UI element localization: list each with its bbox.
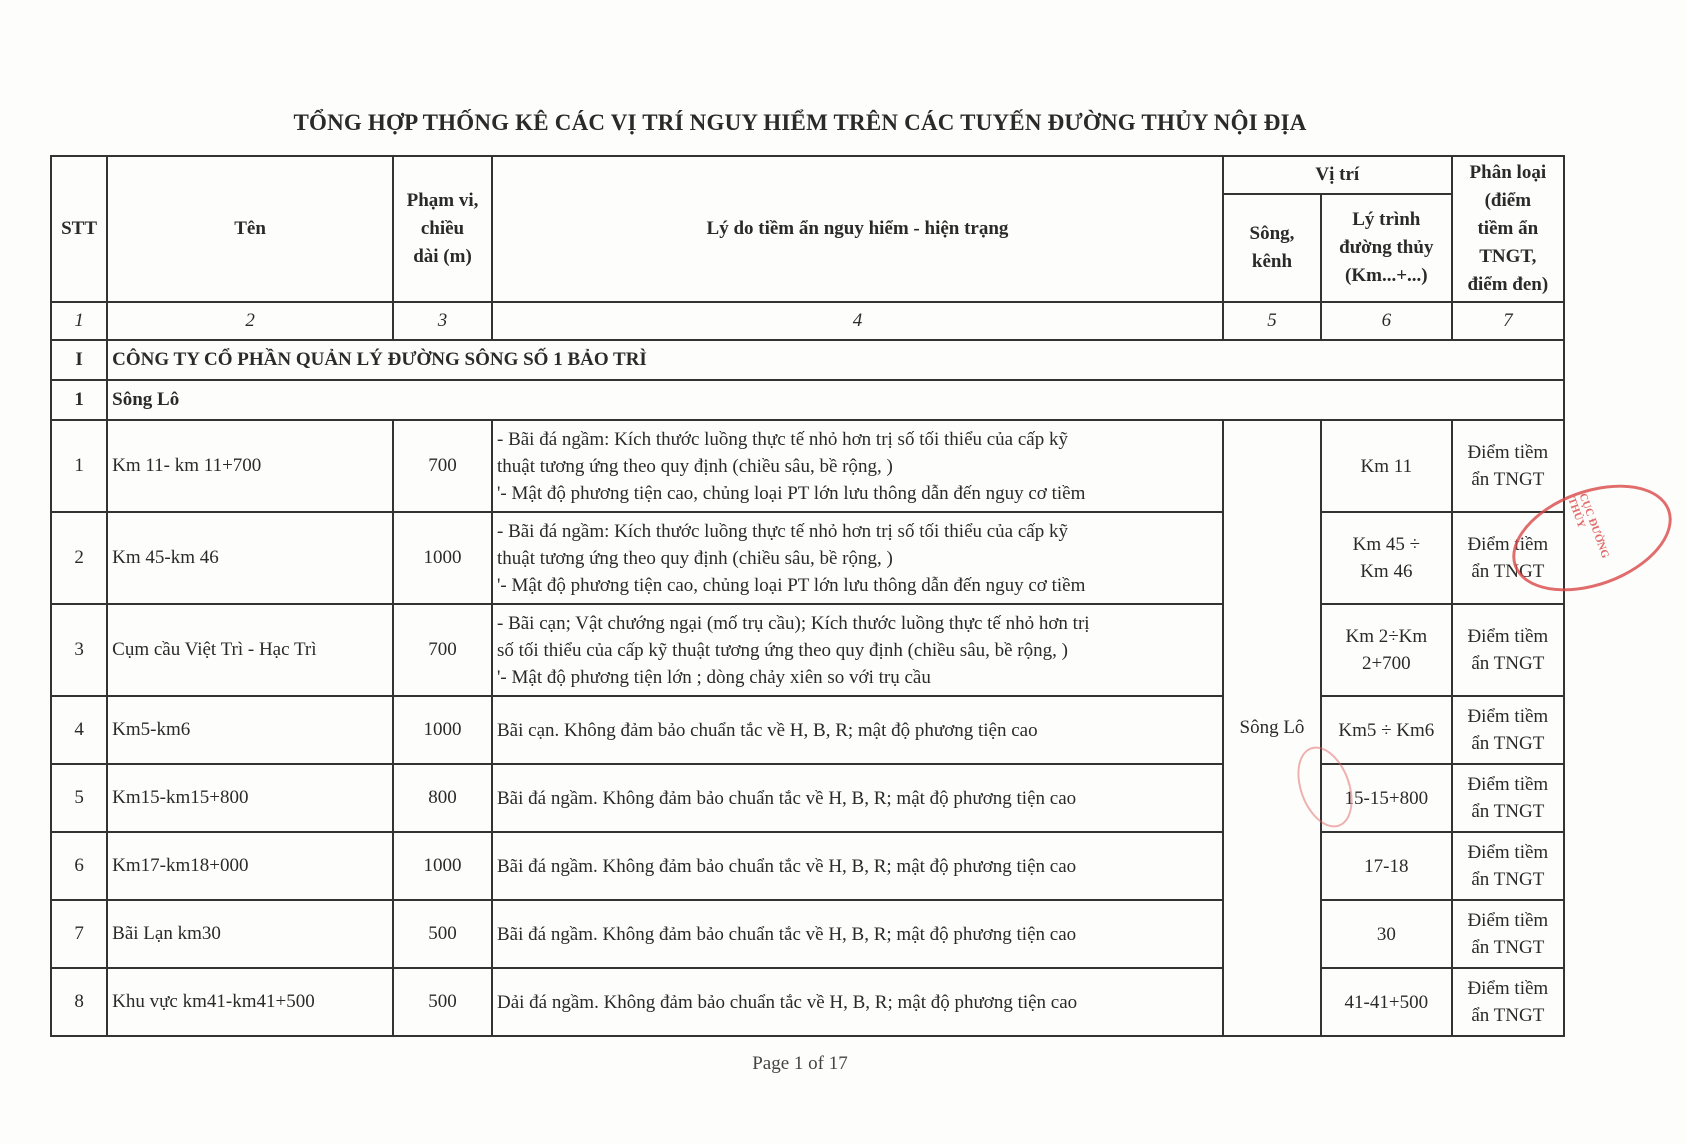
row-stt: 6 (51, 832, 107, 900)
row-name: Khu vực km41-km41+500 (107, 968, 393, 1036)
row-reason (492, 900, 1223, 968)
table-row (51, 696, 1564, 764)
reason-line: '- Mật độ phương tiện lớn ; dòng chảy xiên so với trụ cầu (497, 666, 931, 688)
table-row (51, 900, 1564, 968)
chainage-line: Km 46 (1360, 561, 1413, 582)
hazard-table (50, 155, 1565, 1037)
header-ten: Tên (107, 156, 393, 302)
subsection-number: 1 (51, 380, 107, 420)
reason-line: '- Mật độ phương tiện cao, chủng loại PT lớn lưu thông dẫn đến nguy cơ tiềm (497, 482, 1086, 504)
reason-line: số tối thiểu của cấp kỹ thuật tương ứng theo quy định (chiều sâu, bề rộng, ) (497, 639, 1068, 661)
column-index: 3 (393, 302, 492, 340)
row-chainage (1321, 832, 1452, 900)
reason-line: thuật tương ứng theo quy định (chiều sâu, bề rộng, ) (497, 455, 893, 477)
header-stt: STT (51, 156, 107, 302)
reason-line: '- Mật độ phương tiện cao, chủng loại PT lớn lưu thông dẫn đến nguy cơ tiềm (497, 574, 1086, 596)
row-name: Km17-km18+000 (107, 832, 393, 900)
table-row (51, 420, 1564, 512)
classification-line: Điểm tiềm (1467, 534, 1549, 555)
chainage-line: 15-15+800 (1344, 787, 1429, 809)
column-index: 5 (1223, 302, 1321, 340)
classification-line: ẩn TNGT (1471, 937, 1545, 958)
row-name: Cụm cầu Việt Trì - Hạc Trì (107, 604, 393, 696)
header-pham-vi: Phạm vi, chiều dài (m) (393, 156, 492, 302)
row-stt: 5 (51, 764, 107, 832)
classification-line: ẩn TNGT (1471, 653, 1545, 674)
row-reason (492, 420, 1223, 512)
table-row (51, 604, 1564, 696)
row-stt: 8 (51, 968, 107, 1036)
reason-line: Bãi đá ngầm. Không đảm bảo chuẩn tắc về H, B, R; mật độ phương tiện cao (497, 923, 1077, 945)
column-index: 4 (492, 302, 1223, 340)
row-chainage (1321, 604, 1452, 696)
row-reason (492, 968, 1223, 1036)
row-name: Bãi Lạn km30 (107, 900, 393, 968)
classification-line: Điểm tiềm (1467, 706, 1549, 727)
classification-line: ẩn TNGT (1471, 469, 1545, 490)
section-row (51, 340, 1564, 380)
reason-line: - Bãi cạn; Vật chướng ngại (mố trụ cầu); Kích thước luồng thực tế nhỏ hơn trị (497, 612, 1090, 634)
column-index-row (51, 302, 1564, 340)
row-chainage (1321, 900, 1452, 968)
row-chainage (1321, 696, 1452, 764)
reason-line: - Bãi đá ngầm: Kích thước luồng thực tế nhỏ hơn trị số tối thiểu của cấp kỹ (497, 520, 1068, 542)
reason-line: - Bãi đá ngầm: Kích thước luồng thực tế nhỏ hơn trị số tối thiểu của cấp kỹ (497, 428, 1068, 450)
column-index: 2 (107, 302, 393, 340)
row-stt: 2 (51, 512, 107, 604)
classification-line: ẩn TNGT (1471, 1005, 1545, 1026)
river-name: Sông Lô (1223, 420, 1321, 1036)
reason-line: Dải đá ngầm. Không đảm bảo chuẩn tắc về H, B, R; mật độ phương tiện cao (497, 991, 1078, 1013)
chainage-line: 2+700 (1361, 653, 1411, 674)
reason-line: Bãi đá ngầm. Không đảm bảo chuẩn tắc về H, B, R; mật độ phương tiện cao (497, 787, 1077, 809)
header-vi-tri: Vị trí (1223, 156, 1452, 194)
header-song-kenh: Sông, kênh (1223, 194, 1321, 302)
header-ly-do: Lý do tiềm ẩn nguy hiểm - hiện trạng (492, 156, 1223, 302)
row-classification (1452, 696, 1564, 764)
header-ly-trinh: Lý trình đường thủy (Km...+...) (1321, 194, 1452, 302)
row-chainage (1321, 512, 1452, 604)
section-name: CÔNG TY CỔ PHẦN QUẢN LÝ ĐƯỜNG SÔNG SỐ 1 BẢO TRÌ (107, 340, 1564, 380)
subsection-row (51, 380, 1564, 420)
table-row (51, 832, 1564, 900)
column-index: 6 (1321, 302, 1452, 340)
row-chainage (1321, 968, 1452, 1036)
row-chainage (1321, 420, 1452, 512)
reason-line: Bãi đá ngầm. Không đảm bảo chuẩn tắc về H, B, R; mật độ phương tiện cao (497, 855, 1077, 877)
classification-line: ẩn TNGT (1471, 561, 1545, 582)
reason-line: thuật tương ứng theo quy định (chiều sâu, bề rộng, ) (497, 547, 893, 569)
row-length: 1000 (393, 696, 492, 764)
table-row (51, 968, 1564, 1036)
row-reason (492, 604, 1223, 696)
row-name: Km5-km6 (107, 696, 393, 764)
row-stt: 3 (51, 604, 107, 696)
subsection-name: Sông Lô (107, 380, 1564, 420)
reason-line: Bãi cạn. Không đảm bảo chuẩn tắc về H, B, R; mật độ phương tiện cao (497, 719, 1038, 741)
row-classification (1452, 420, 1564, 512)
row-length: 700 (393, 420, 492, 512)
row-stt: 1 (51, 420, 107, 512)
row-classification (1452, 968, 1564, 1036)
row-reason (492, 696, 1223, 764)
stamp-text: CỤC ĐƯỜNG THỦY (1565, 491, 1612, 560)
row-classification (1452, 900, 1564, 968)
row-name: Km 11- km 11+700 (107, 420, 393, 512)
row-reason (492, 832, 1223, 900)
row-length: 500 (393, 900, 492, 968)
row-reason (492, 512, 1223, 604)
chainage-line: Km 11 (1360, 455, 1413, 477)
row-length: 700 (393, 604, 492, 696)
row-classification (1452, 604, 1564, 696)
row-stt: 7 (51, 900, 107, 968)
classification-line: Điểm tiềm (1467, 626, 1549, 647)
row-name: Km 45-km 46 (107, 512, 393, 604)
column-index: 7 (1452, 302, 1564, 340)
classification-line: Điểm tiềm (1467, 978, 1549, 999)
chainage-line: 30 (1376, 923, 1396, 945)
header-phan-loai: Phân loại (điểm tiềm ẩn TNGT, điểm đen) (1452, 156, 1564, 302)
classification-line: Điểm tiềm (1467, 842, 1549, 863)
classification-line: ẩn TNGT (1471, 869, 1545, 890)
row-length: 1000 (393, 832, 492, 900)
row-classification (1452, 764, 1564, 832)
classification-line: ẩn TNGT (1471, 733, 1545, 754)
chainage-line: 41-41+500 (1344, 991, 1429, 1013)
page-footer: Page 1 of 17 (752, 1053, 848, 1074)
table-row (51, 512, 1564, 604)
row-name: Km15-km15+800 (107, 764, 393, 832)
classification-line: ẩn TNGT (1471, 801, 1545, 822)
document-title: TỔNG HỢP THỐNG KÊ CÁC VỊ TRÍ NGUY HIỂM TRÊN CÁC TUYẾN ĐƯỜNG THỦY NỘI ĐỊA (293, 110, 1307, 135)
header-row (51, 156, 1564, 194)
row-classification (1452, 832, 1564, 900)
chainage-line: Km5 ÷ Km6 (1338, 719, 1435, 741)
chainage-line: Km 45 ÷ (1352, 534, 1421, 555)
row-reason (492, 764, 1223, 832)
classification-line: Điểm tiềm (1467, 910, 1549, 931)
section-number: I (51, 340, 107, 380)
chainage-line: Km 2÷Km (1345, 626, 1428, 647)
chainage-line: 17-18 (1364, 855, 1409, 877)
classification-line: Điểm tiềm (1467, 774, 1549, 795)
row-length: 1000 (393, 512, 492, 604)
column-index: 1 (51, 302, 107, 340)
row-length: 500 (393, 968, 492, 1036)
row-length: 800 (393, 764, 492, 832)
row-stt: 4 (51, 696, 107, 764)
classification-line: Điểm tiềm (1467, 442, 1549, 463)
